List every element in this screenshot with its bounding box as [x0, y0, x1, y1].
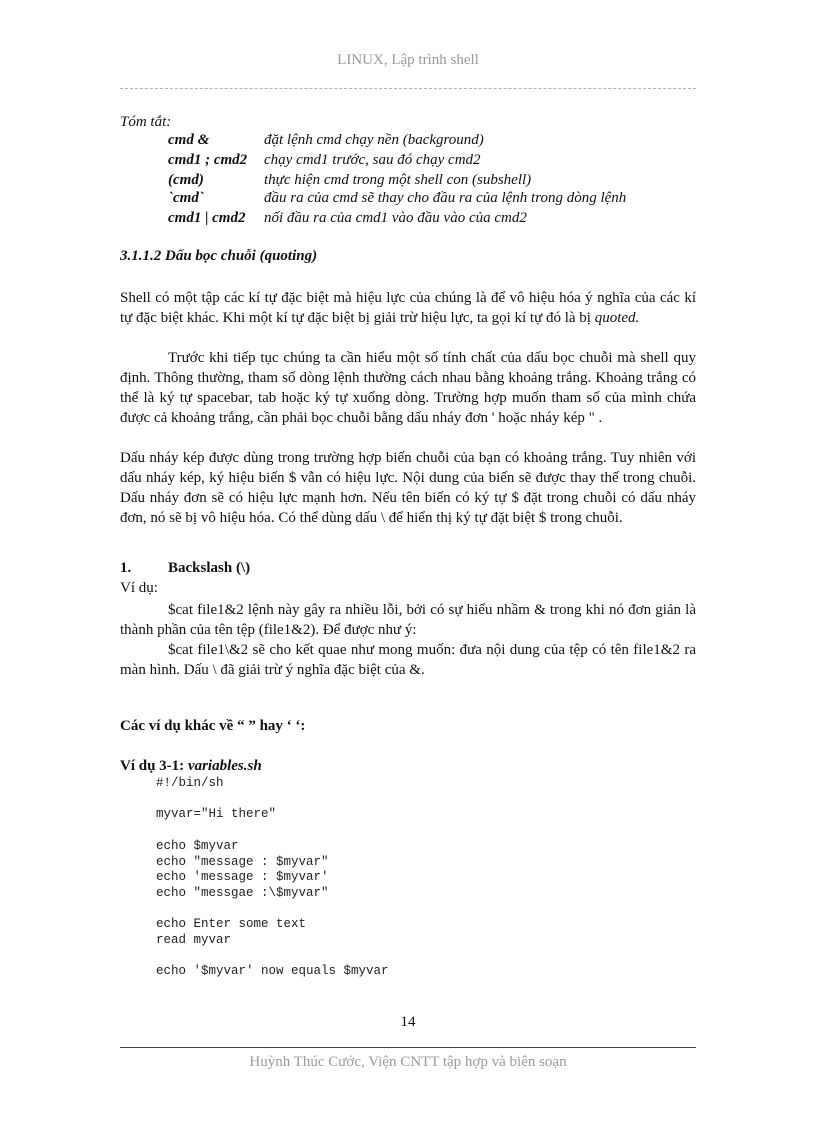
- summary-cmd: cmd1 ; cmd2: [168, 152, 248, 168]
- example-label: Ví dụ:: [120, 580, 158, 596]
- summary-desc: đầu ra của cmd sẽ thay cho đầu ra của lệnh trong dòng lệnh: [264, 190, 627, 206]
- header-divider: [120, 88, 696, 89]
- summary-row: [168, 210, 527, 227]
- paragraph-double-quote: Dấu nháy kép được dùng trong trường hợp biến chuỗi của bạn có khoảng trắng. Tuy nhiên với dấu nháy kép, ký hiệu biến $ vẫn có hiệu lực. Nội dung của biến sẽ được thay thế trong chuỗi. Dấu nháy đơn sẽ có hiệu lực mạnh hơn. Nếu tên biến có ký tự $ đặt trong chuỗi có dấu nháy đơn, nó sẽ bị vô hiệu hóa. Có thể dùng dấu \ để hiển thị ký tự đặt biệt $ trong chuỗi.: [120, 450, 696, 526]
- paragraph-backslash-2-text: $cat file1\&2 sẽ cho kết quae như mong muốn: đưa nội dung của tệp có tên file1&2 ra màn hình. Dấu \ đã giải trừ ý nghĩa đặc biệt của &.: [120, 642, 696, 678]
- example-title-label: Ví dụ 3-1:: [120, 758, 188, 774]
- summary-desc: đặt lệnh cmd chạy nền (background): [264, 132, 484, 148]
- paragraph-intro-text: Shell có một tập các kí tự đặc biệt mà hiệu lực của chúng là để vô hiệu hóa ý nghĩa của các kí tự đặc biệt khác. Khi một kí tự đặc biệt bị giải trừ hiệu lực, ta gọi kí tự đó là bị: [120, 290, 696, 326]
- summary-desc: thực hiện cmd trong một shell con (subshell): [264, 172, 532, 188]
- summary-row: [168, 190, 626, 207]
- page-header: LINUX, Lập trình shell: [337, 52, 479, 68]
- page-footer: Huỳnh Thúc Cước, Viện CNTT tập hợp và biên soạn: [249, 1054, 567, 1070]
- page-number: 14: [400, 1014, 416, 1030]
- paragraph-intro-italic: quoted.: [594, 310, 640, 326]
- code-block: #!/bin/sh myvar="Hi there" echo $myvar echo "message : $myvar" echo 'message : $myvar' echo "messgae :\$myvar" echo Enter some text read myvar echo '$myvar' now equals $myvar: [156, 776, 389, 979]
- summary-desc: nối đầu ra của cmd1 vào đầu vào của cmd2: [264, 210, 527, 226]
- summary-desc: chạy cmd1 trước, sau đó chạy cmd2: [264, 152, 481, 168]
- other-examples-heading: Các ví dụ khác về “ ” hay ‘ ‘:: [120, 718, 306, 734]
- paragraph-quoting: [120, 348, 696, 428]
- heading-backslash: Backslash (\): [168, 560, 251, 576]
- summary-cmd: `cmd`: [168, 190, 204, 206]
- summary-cmd: cmd1 | cmd2: [168, 210, 246, 226]
- paragraph-backslash-1: [120, 600, 696, 640]
- footer-divider: [120, 1047, 696, 1048]
- summary-row: [168, 132, 484, 149]
- example-title: [120, 758, 262, 775]
- heading-number: 1.: [120, 560, 132, 576]
- summary-row: [168, 172, 531, 189]
- section-heading: 3.1.1.2 Dấu bọc chuỗi (quoting): [120, 248, 318, 264]
- summary-row: [168, 152, 481, 169]
- summary-title: Tóm tắt:: [120, 114, 172, 130]
- example-filename: variables.sh: [187, 758, 262, 774]
- paragraph-backslash-2: [120, 640, 696, 680]
- paragraph-quoting-text: Trước khi tiếp tục chúng ta cần hiểu một số tính chất của dấu bọc chuỗi mà shell quy định. Thông thường, tham số dòng lệnh thường cách nhau bằng khoảng trắng. Khoảng trắng có thể là ký tự spacebar, tab hoặc ký tự xuống dòng. Trường hợp muốn tham số của mình chứa được cả khoảng trắng, cần phải bọc chuỗi bằng dấu nháy đơn ' hoặc nháy kép " .: [120, 350, 696, 426]
- summary-cmd: (cmd): [168, 172, 204, 188]
- summary-cmd: cmd &: [168, 132, 210, 148]
- paragraph-intro: [120, 288, 696, 328]
- paragraph-backslash-1-text: $cat file1&2 lệnh này gây ra nhiều lỗi, bởi có sự hiểu nhầm & trong khi nó đơn giản là thành phần của tên tệp (file1&2). Để được như ý:: [120, 602, 696, 638]
